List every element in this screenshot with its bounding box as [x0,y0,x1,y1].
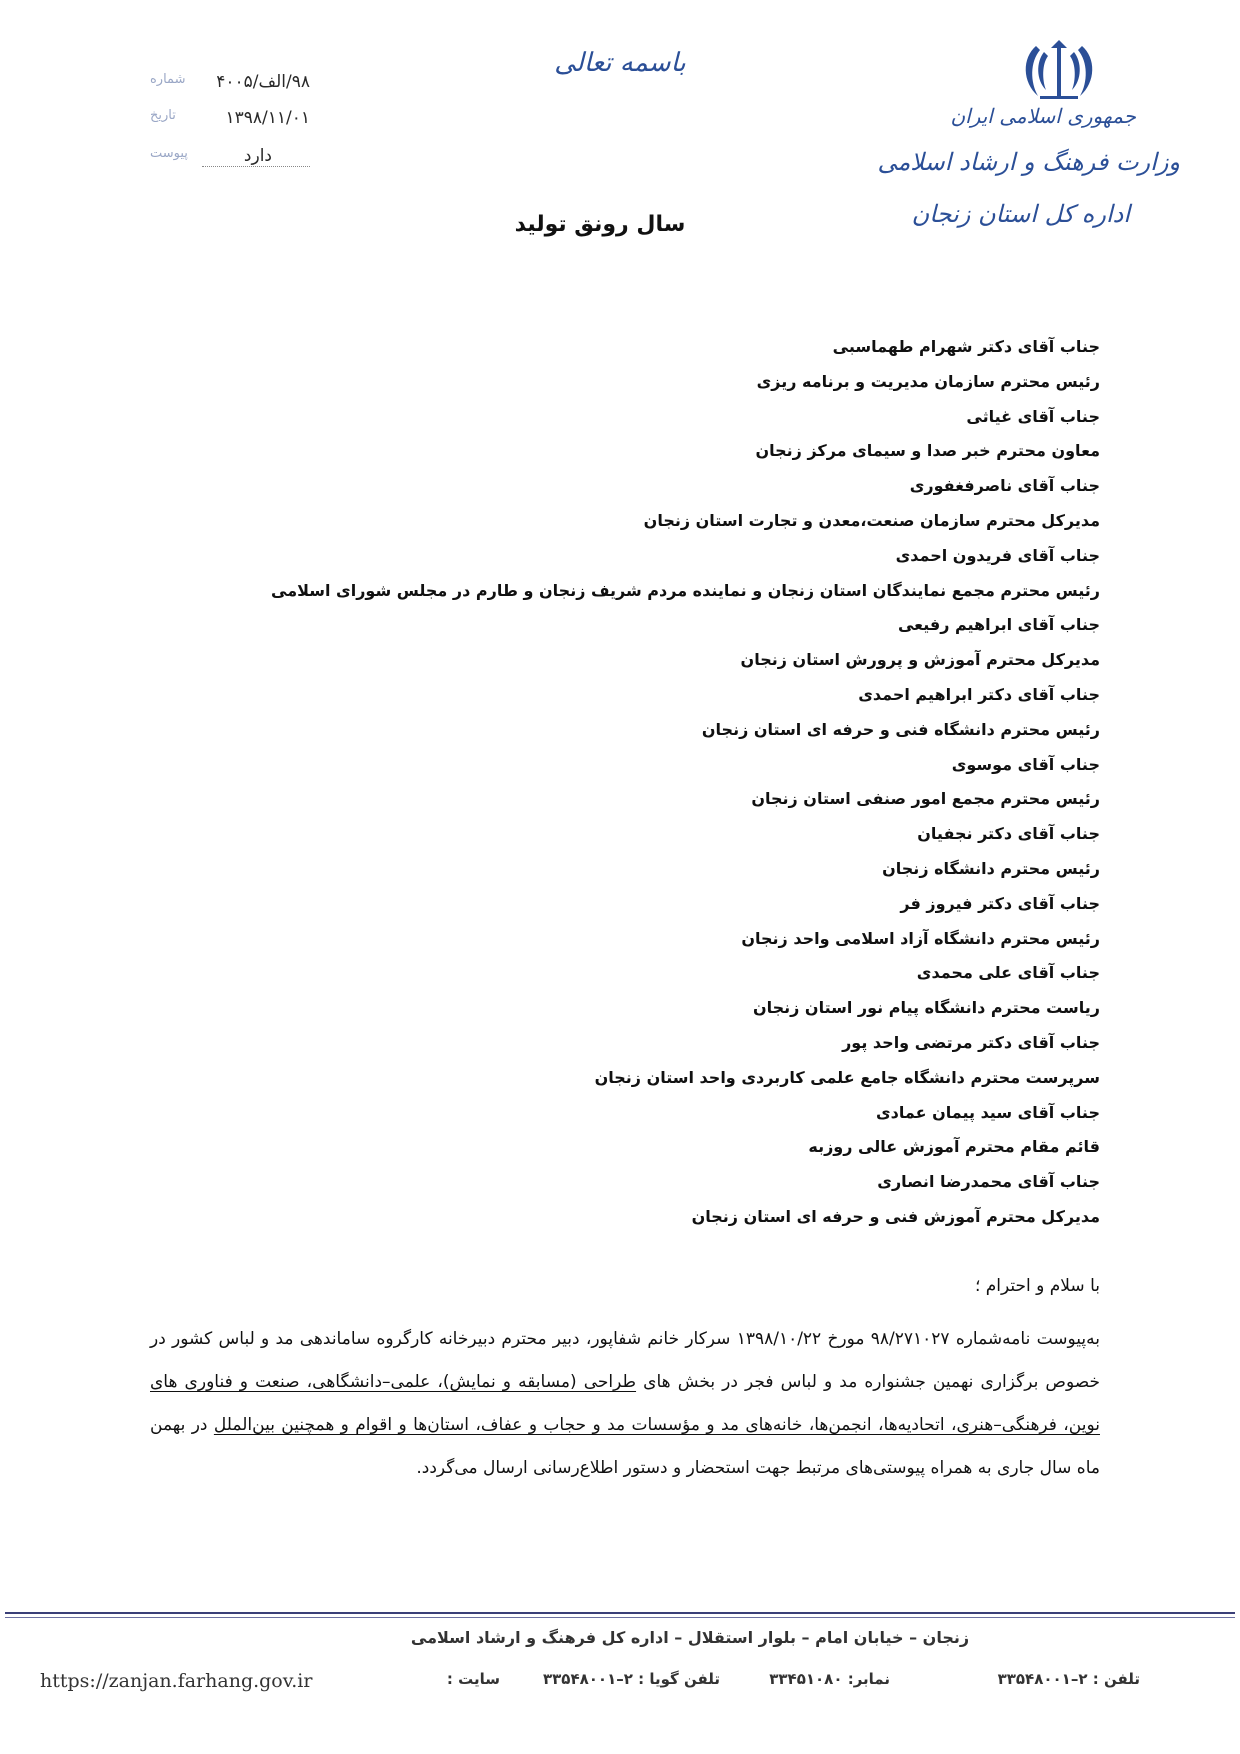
recipient-line: جناب آقای دکتر ابراهیم احمدی [858,684,1100,704]
recipient-line: مدیرکل محترم آموزش فنی و حرفه ای استان زنجان [691,1206,1100,1226]
greeting: با سلام و احترام ؛ [974,1276,1100,1296]
recipient-line: رئیس محترم سازمان مدیریت و برنامه ریزی [756,371,1100,391]
recipient-line: جناب آقای دکتر نجفیان [917,824,1100,844]
attachment-label: پیوست [150,146,188,161]
letter-number-value: ۹۸/الف/۴۰۰۵ [216,72,310,92]
body-text-part2: در بهمن ماه سال جاری به همراه پیوستی‌های مرتبط جهت استحضار و دستور اطلاع‌رسانی ارسال می‌گردد. [150,1415,1100,1478]
footer-address: زنجان – خیابان امام – بلوار استقلال – اداره کل فرهنگ و ارشاد اسلامی [410,1628,970,1647]
recipient-line: ریاست محترم دانشگاه پیام نور استان زنجان [752,998,1100,1018]
recipient-line: رئیس محترم مجمع نمایندگان استان زنجان و نماینده مردم شریف زنجان و طارم در مجلس شورای اسلامی [271,580,1100,600]
basmala-heading: باسمه تعالی [554,48,686,78]
recipient-line: مدیرکل محترم سازمان صنعت،معدن و تجارت استان زنجان [643,510,1100,530]
letter-body [150,1318,1100,1490]
recipient-line: جناب آقای غیاثی [966,406,1100,426]
footer-site-label: سایت : [446,1670,500,1688]
recipient-line: جناب آقای ناصرفغفوری [909,476,1100,496]
recipient-line: جناب آقای سید پیمان عمادی [875,1102,1100,1122]
recipient-line: رئیس محترم دانشگاه فنی و حرفه ای استان زنجان [701,719,1100,739]
recipient-line: سرپرست محترم دانشگاه جامع علمی کاربردی واحد استان زنجان [594,1067,1100,1087]
letter-date-value: ۱۳۹۸/۱۱/۰۱ [225,108,310,128]
footer-voice-phone: تلفن گویا : ۲–۳۳۵۴۸۰۰۱ [542,1670,720,1688]
footer-divider [5,1612,1235,1614]
recipient-line: جناب آقای فریدون احمدی [895,545,1100,565]
recipient-line: جناب آقای موسوی [951,754,1100,774]
iran-emblem-icon [1018,38,1100,104]
letter-date-row [150,108,310,134]
recipient-line: جناب آقای محمدرضا انصاری [877,1172,1100,1192]
footer-website-link[interactable]: https://zanjan.farhang.gov.ir [40,1670,313,1692]
recipient-line: رئیس محترم مجمع امور صنفی استان زنجان [751,789,1100,809]
footer-phone: تلفن : ۲–۳۳۵۴۸۰۰۱ [997,1670,1140,1688]
recipient-line: معاون محترم خبر صدا و سیمای مرکز زنجان [755,441,1100,461]
recipient-line: مدیرکل محترم آموزش و پرورش استان زنجان [740,650,1100,670]
letter-date-label: تاریخ [150,108,176,123]
body-text-part1: به‌پیوست نامه‌شماره ۹۸/۲۷۱۰۲۷ مورخ ۱۳۹۸/۱۰/۲۲ سرکار خانم شفاپور، دبیر محترم دبیرخانه کارگروه ساماندهی مد و لباس کشور در خصوص برگزاری نهمین جشنواره مد و لباس فجر در بخش های [150,1329,1101,1392]
recipient-line: جناب آقای دکتر شهرام طهماسبی [832,337,1100,356]
recipient-line: رئیس محترم دانشگاه زنجان [882,858,1100,878]
body-text-underlined: طراحی (مسابقه و نمایش)، علمی–دانشگاهی، صنعت و فناوری های نوین، فرهنگی–هنری، اتحادیه‌ها، انجمن‌ها، خانه‌های مد و مؤسسات مد و حجاب و عفاف، استان‌ها و اقوام و همچنین بین‌الملل [150,1372,1100,1435]
footer-divider-thin [5,1617,1235,1618]
attachment-row [150,146,310,172]
recipients-list [271,330,1100,1235]
attachment-value: دارد [243,146,272,166]
org-line-country: جمهوری اسلامی ایران [950,104,1136,128]
year-slogan: سال رونق تولید [514,212,686,237]
org-line-office: اداره کل استان زنجان [911,200,1130,228]
recipient-line: جناب آقای دکتر فیروز فر [900,893,1100,913]
footer-fax: نمابر: ۳۳۴۵۱۰۸۰ [769,1670,890,1688]
recipient-line: جناب آقای دکتر مرتضی واحد پور [842,1032,1100,1052]
footer-contact [40,1670,1140,1700]
org-line-ministry: وزارت فرهنگ و ارشاد اسلامی [877,148,1180,176]
letter-number-row [150,72,310,98]
recipient-line: رئیس محترم دانشگاه آزاد اسلامی واحد زنجان [741,928,1100,948]
attachment-dotted-line [202,166,310,167]
recipient-line: قائم مقام محترم آموزش عالی روزبه [808,1137,1100,1157]
recipient-line: جناب آقای ابراهیم رفیعی [897,615,1100,635]
recipient-line: جناب آقای علی محمدی [916,963,1100,983]
letter-number-label: شماره [150,72,186,87]
